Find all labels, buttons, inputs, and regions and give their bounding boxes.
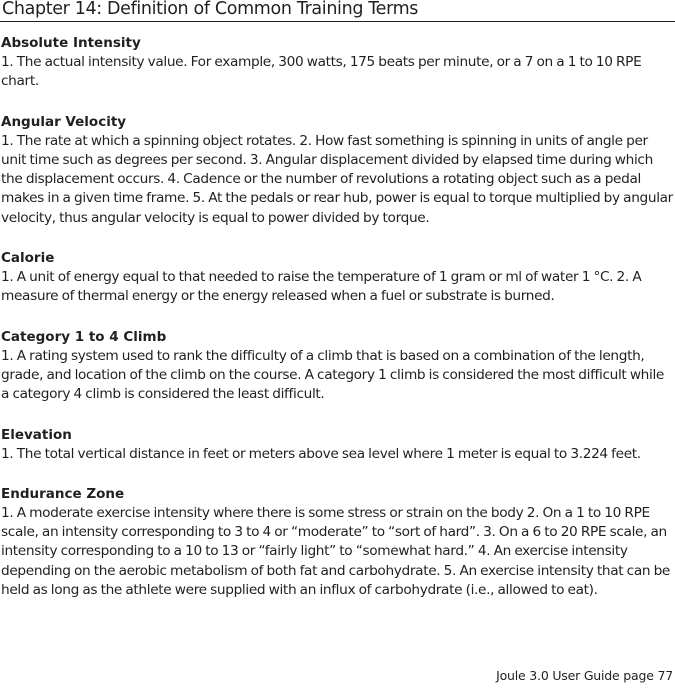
term-definition: 1. A rating system used to rank the difficulty of a climb that is based on a combination of the length, grade, and location of the climb on the course. A category 1 climb is considered the most difficult while a category 4 climb is considered the least difficult.: [1, 347, 664, 403]
term-name: Elevation: [1, 426, 72, 443]
term-definition: 1. A unit of energy equal to that needed to raise the temperature of 1 gram or ml of water 1 °C. 2. A measure of thermal energy or the energy released when a fuel or substrate is burned.: [1, 269, 642, 305]
term-definition: 1. The rate at which a spinning object rotates. 2. How fast something is spinning in units of angle per unit time such as degrees per second. 3. Angular displacement divided by elapsed time during which the displacement occurs. 4. Cadence or the number of revolutions a rotating object such as a pedal makes in a given time frame. 5. At the pedals or rear hub, power is equal to torque multiplied by angular velocity, thus angular velocity is equal to power divided by torque.: [1, 132, 673, 226]
term-absolute-intensity: [1, 34, 674, 92]
glossary-content: [1, 34, 674, 621]
term-definition: 1. The actual intensity value. For example, 300 watts, 175 beats per minute, or a 7 on a 1 to 10 RPE chart.: [1, 54, 642, 90]
term-name: Endurance Zone: [1, 485, 125, 502]
chapter-header: [0, 0, 675, 22]
term-calorie: [1, 249, 674, 307]
term-endurance-zone: [1, 485, 674, 600]
term-category-climb: [1, 328, 674, 405]
term-name: Calorie: [1, 250, 55, 267]
term-name: Angular Velocity: [1, 113, 127, 130]
term-angular-velocity: [1, 113, 674, 228]
term-elevation: [1, 426, 674, 464]
term-name: Category 1 to 4 Climb: [1, 328, 167, 345]
chapter-title: Chapter 14: Definition of Common Training Terms: [2, 0, 419, 19]
term-definition: 1. The total vertical distance in feet or meters above sea level where 1 meter is equal to 3.224 feet.: [1, 445, 641, 462]
term-name: Absolute Intensity: [1, 35, 141, 51]
term-definition: 1. A moderate exercise intensity where there is some stress or strain on the body 2. On a 1 to 10 RPE scale, an intensity corresponding to 3 to 4 or “moderate” to “sort of hard”. 3. On a 6 to 20 RPE scale, an intensity corresponding to a 10 to 13 or “fairly light” to “somewhat hard.” 4. An exercise intensity depending on the aerobic metabolism of both fat and carbohydrate. 5. An exercise intensity that can be held as long as the athlete were supplied with an influx of carbohydrate (i.e., allowed to eat).: [1, 504, 671, 599]
page-footer: Joule 3.0 User Guide page 77: [496, 668, 673, 683]
